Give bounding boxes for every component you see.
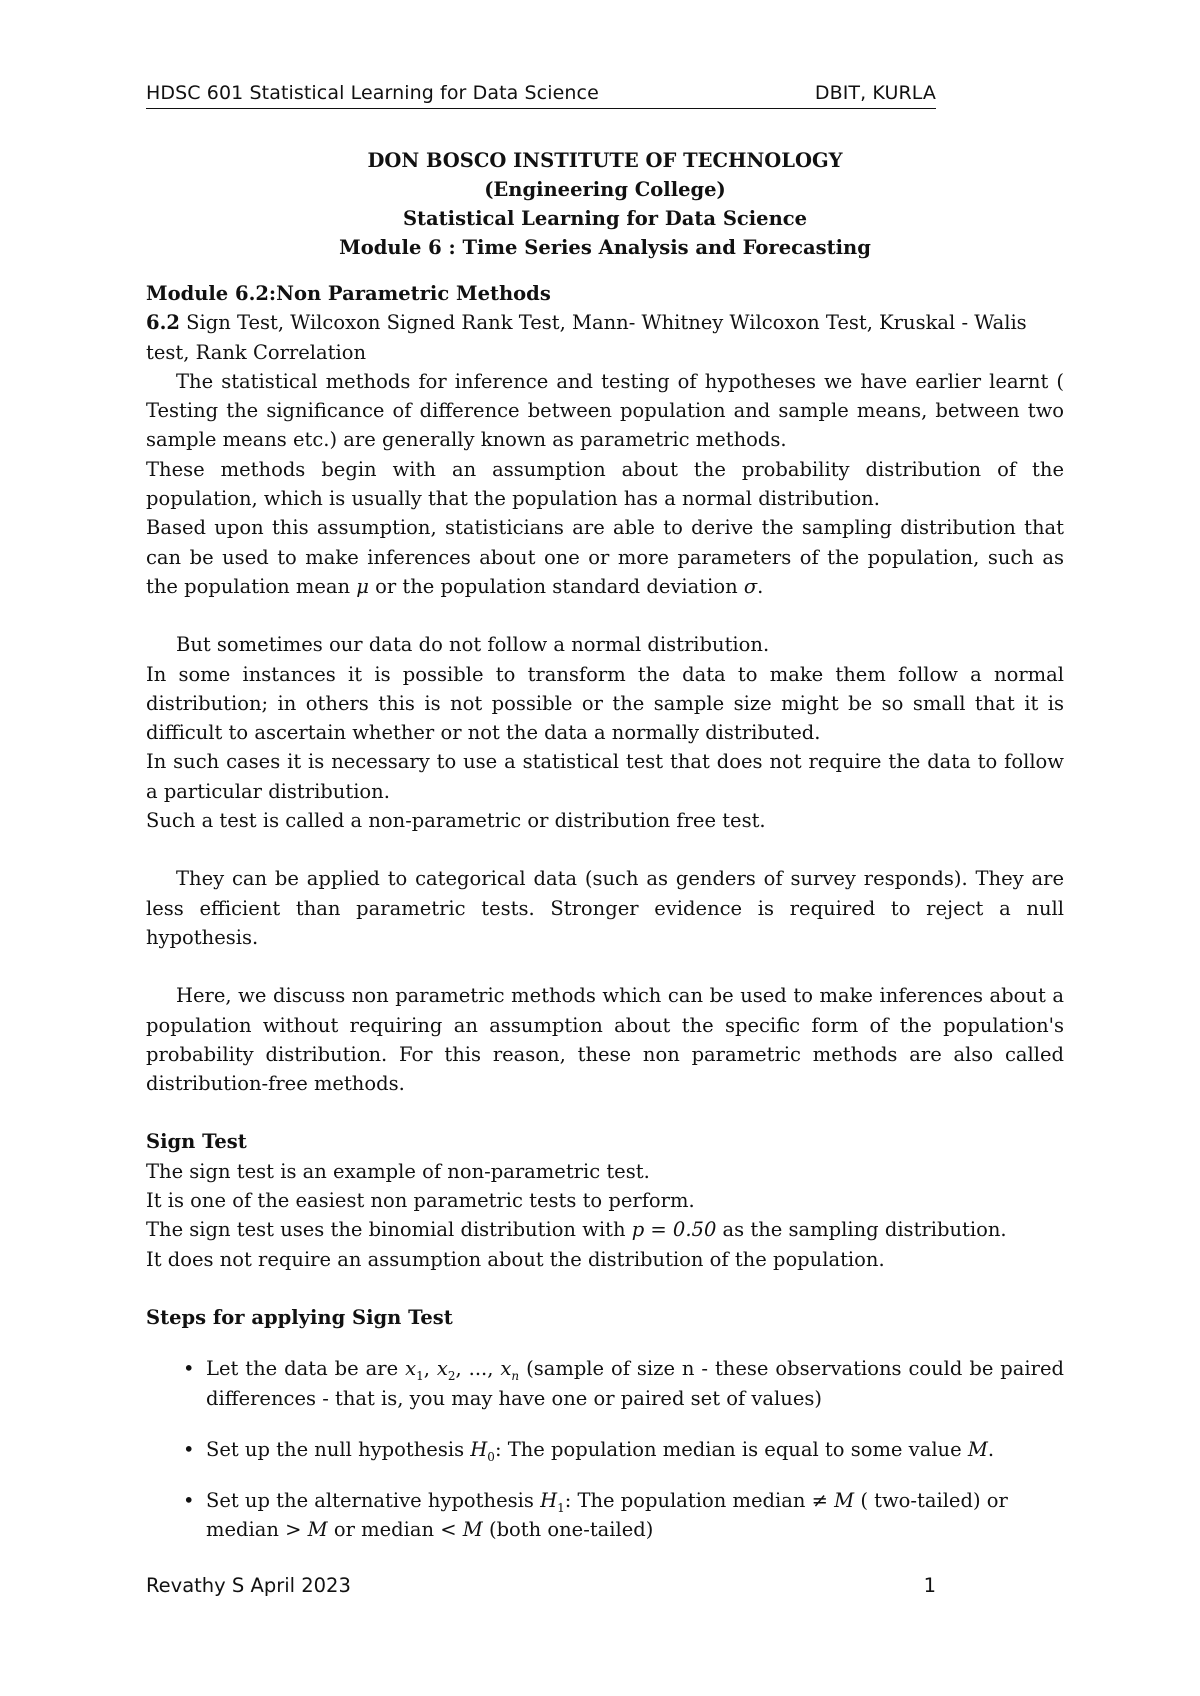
- institute-title: DON BOSCO INSTITUTE OF TECHNOLOGY: [367, 149, 843, 172]
- list-item: • Set up the alternative hypothesis $H_1$: The population median ≠ M ( two-tailed) or median > M or median < M (both one-tailed): [146, 1486, 1064, 1545]
- module-topics: 6.2 Sign Test, Wilcoxon Signed Rank Test, Mann- Whitney Wilcoxon Test, Kruskal - Walis test, Rank Correlation: [146, 311, 1027, 364]
- nonnormal-paragraph: But sometimes our data do not follow a normal distribution. In some instances it is possible to transform the data to make them follow a normal distribution; in others this is not possible or the sample size might be so small that it is difficult to ascertain whether or not the data a normally distributed. In such cases it is necessary to use a statistical test that does not require the data to follow a particular distribution. Such a test is called a non-parametric or distribution free test.: [146, 633, 1064, 833]
- running-footer: [146, 1574, 936, 1597]
- header-course: HDSC 601 Statistical Learning for Data Science: [146, 82, 599, 104]
- module-title: Module 6 : Time Series Analysis and Forecasting: [339, 236, 871, 259]
- module-heading: Module 6.2:Non Parametric Methods: [146, 282, 551, 305]
- sign-test-body: The sign test is an example of non-parametric test. It is one of the easiest non parametric tests to perform. The sign test uses the binomial distribution with p = 0.50 as the sampling distribution. It does not require an assumption about the distribution of the population.: [146, 1159, 1007, 1271]
- page-content: [146, 146, 1064, 1567]
- footer-author-date: Revathy S April 2023: [146, 1574, 351, 1597]
- running-header: [146, 82, 936, 109]
- categorical-paragraph: They can be applied to categorical data (such as genders of survey responds). They are less efficient than parametric tests. Stronger evidence is required to reject a null hypothesis.: [146, 867, 1064, 949]
- steps-heading: Steps for applying Sign Test: [146, 1305, 453, 1329]
- intro-paragraph: The statistical methods for inference and testing of hypotheses we have earlier learnt ( Testing the significance of difference between population and sample means, between two sample means etc.) are generally known as parametric methods. These methods begin with an assumption about the probability distribution of the population, which is usually that the population has a normal distribution. Based upon this assumption, statisticians are able to derive the sampling distribution that can be used to make inferences about one or more parameters of the population, such as the population mean μ or the population standard deviation σ.: [146, 369, 1064, 598]
- course-title: Statistical Learning for Data Science: [402, 207, 808, 230]
- sign-test-heading: Sign Test: [146, 1130, 247, 1154]
- bullet-icon: •: [183, 1357, 195, 1381]
- distribution-free-paragraph: Here, we discuss non parametric methods which can be used to make inferences about a population without requiring an assumption about the specific form of the population's probability distribution. For this reason, these non parametric methods are also called distribution-free methods.: [146, 984, 1064, 1096]
- bullet-icon: •: [183, 1489, 195, 1513]
- list-item: • Let the data be are $x_1$, $x_2$, ..., $x_n$ (sample of size n - these observations could be paired differences - that is, you may have one or paired set of values): [146, 1354, 1064, 1413]
- title-block: [146, 146, 1064, 262]
- bullet-icon: •: [183, 1437, 195, 1461]
- steps-list: [146, 1354, 1064, 1544]
- page-number: 1: [923, 1574, 936, 1597]
- list-item: • Set up the null hypothesis $H_0$: The population median is equal to some value M.: [146, 1435, 1064, 1464]
- college-subtitle: (Engineering College): [484, 178, 726, 201]
- header-institute: DBIT, KURLA: [814, 82, 936, 104]
